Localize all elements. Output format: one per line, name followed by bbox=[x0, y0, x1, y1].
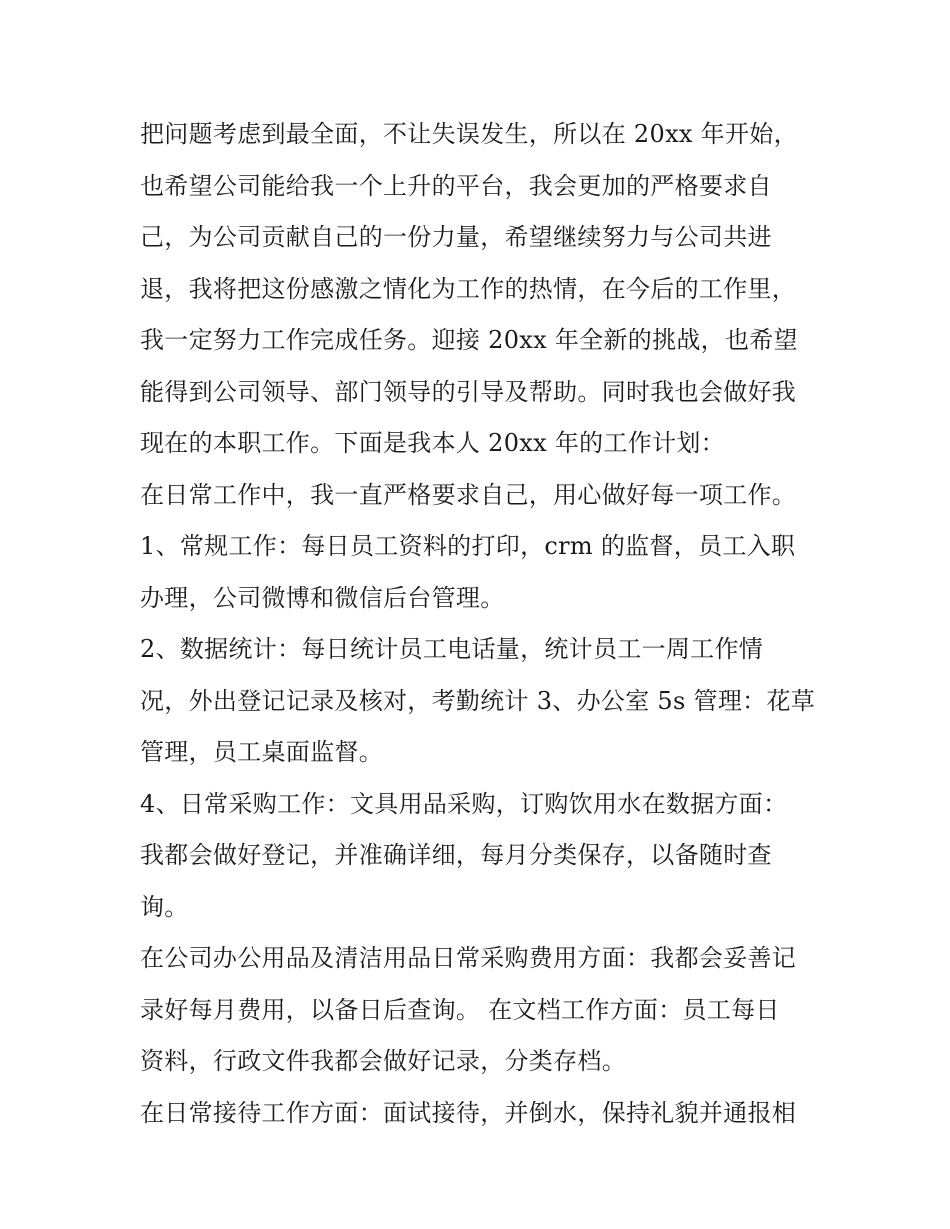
text-line: 也希望公司能给我一个上升的平台，我会更加的严格要求自 bbox=[140, 171, 772, 200]
text-line: 退，我将把这份感激之情化为工作的热情，在今后的工作里， bbox=[140, 274, 797, 303]
text-line: 况，外出登记记录及核对，考勤统计 3、办公室 5s 管理：花草 bbox=[140, 686, 816, 715]
text-line: 能得到公司领导、部门领导的引导及帮助。同时我也会做好我 bbox=[140, 377, 797, 406]
text-line: 2、数据统计：每日统计员工电话量，统计员工一周工作情 bbox=[140, 635, 764, 663]
text-line: 询。 bbox=[140, 892, 189, 921]
text-line: 在日常工作中，我一直严格要求自己，用心做好每一项工作。 bbox=[140, 480, 797, 509]
text-line: 录好每月费用，以备日后查询。 在文档工作方面：员工每日 bbox=[140, 995, 780, 1024]
text-line: 1、常规工作：每日员工资料的打印，crm 的监督，员工入职 bbox=[140, 532, 796, 560]
text-line: 资料，行政文件我都会做好记录，分类存档。 bbox=[140, 1047, 626, 1075]
text-line: 己，为公司贡献自己的一份力量，希望继续努力与公司共进 bbox=[140, 223, 772, 251]
text-line: 我一定努力工作完成任务。迎接 20xx 年全新的挑战，也希望 bbox=[140, 326, 798, 354]
text-line: 4、日常采购工作：文具用品采购，订购饮用水在数据方面： bbox=[140, 789, 788, 818]
text-line: 管理，员工桌面监督。 bbox=[140, 738, 383, 766]
text-line: 在日常接待工作方面：面试接待，并倒水，保持礼貌并通报相 bbox=[140, 1098, 797, 1127]
text-line: 办理，公司微博和微信后台管理。 bbox=[140, 583, 505, 612]
text-line: 现在的本职工作。下面是我本人 20xx 年的工作计划： bbox=[140, 429, 725, 457]
document-body bbox=[140, 109, 820, 1139]
text-line: 把问题考虑到最全面，不让失误发生，所以在 20xx 年开始， bbox=[140, 120, 798, 148]
text-line: 在公司办公用品及清洁用品日常采购费用方面：我都会妥善记 bbox=[140, 944, 797, 972]
text-line: 我都会做好登记，并准确详细，每月分类保存，以备随时查 bbox=[140, 841, 772, 869]
